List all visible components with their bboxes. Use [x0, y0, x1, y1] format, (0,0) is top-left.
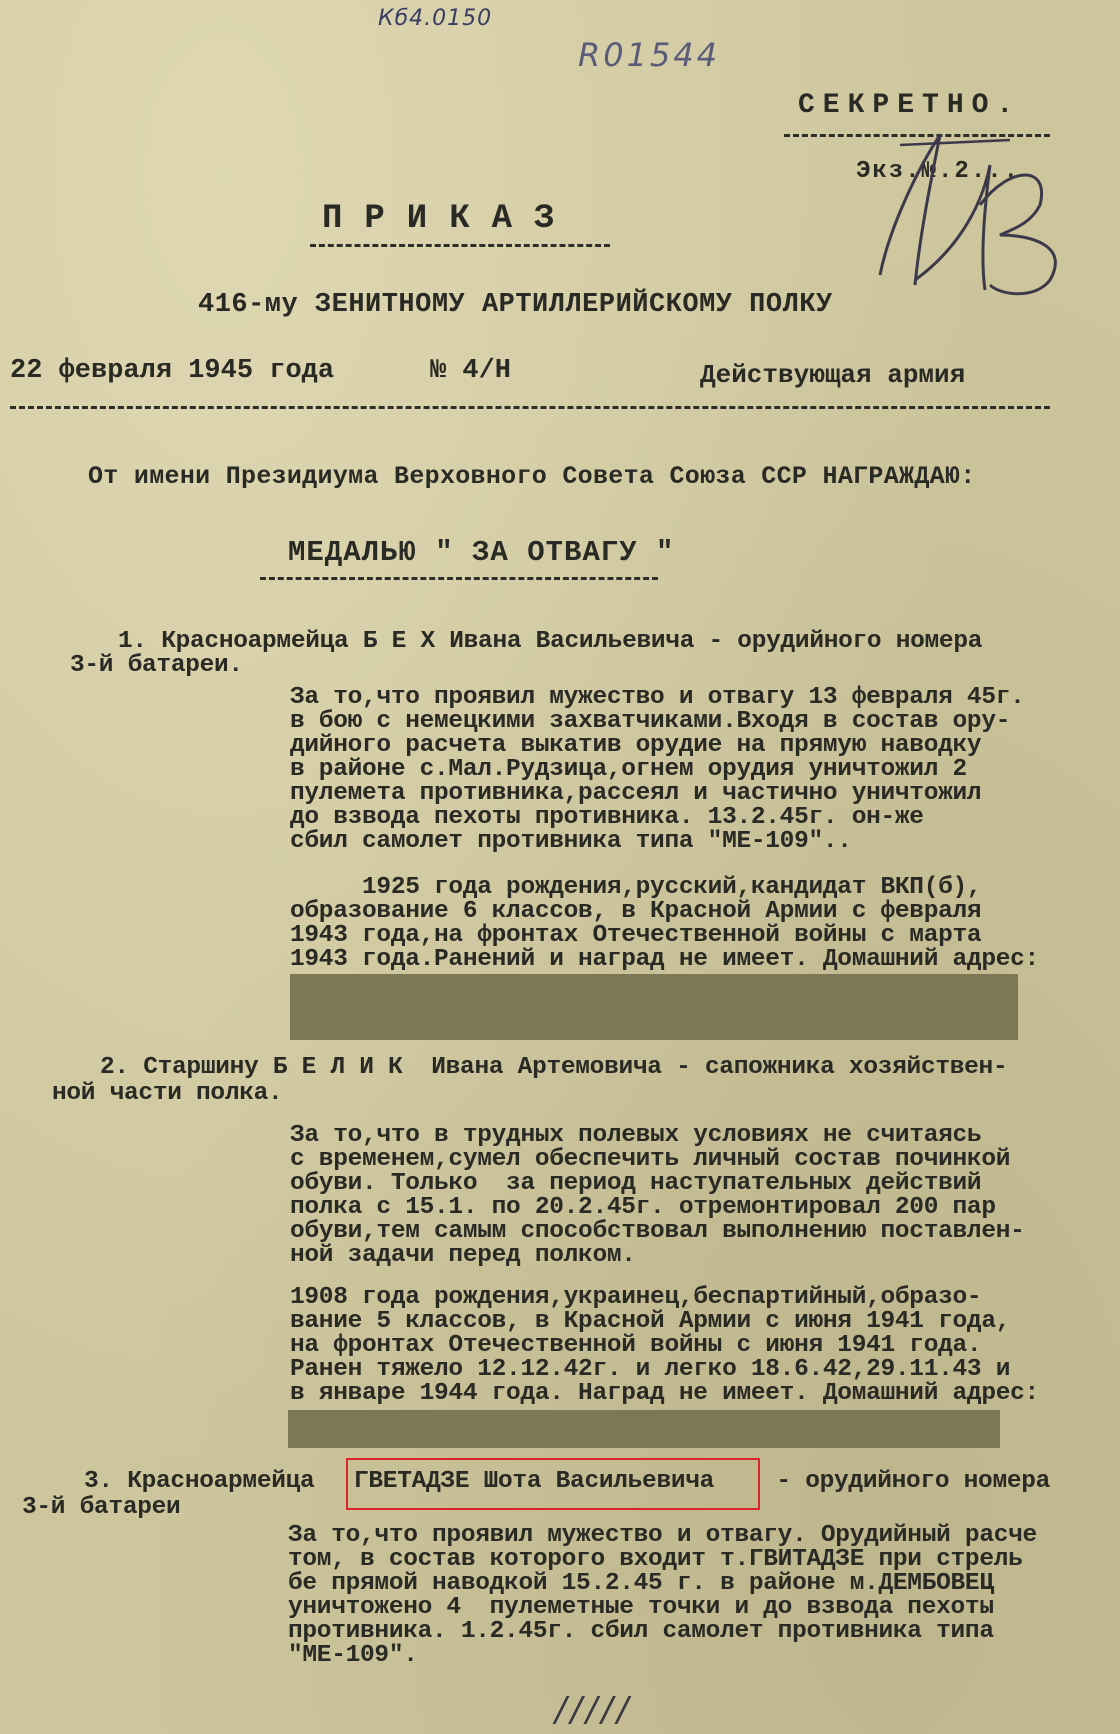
order-location: Действующая армия [700, 360, 966, 390]
redacted-address-1 [290, 974, 1018, 1040]
copy-number-label: Экз.№.2... [856, 158, 1021, 185]
entry-1-bio-2: образование 6 классов, в Красной Армии с февраля [290, 898, 982, 925]
entry-1-heading: 1. Красноармейца Б Е Х Ивана Васильевича - орудийного номера [118, 628, 983, 655]
entry-2-citation-3: обуви. Только за период наступательных действий [290, 1170, 982, 1197]
regiment-name: 416-му ЗЕНИТНОМУ АРТИЛЛЕРИЙСКОМУ ПОЛКУ [198, 290, 833, 320]
entry-3-citation-1: За то,что проявил мужество и отвагу. Орудийный расче [288, 1522, 1037, 1549]
entry-1-bio-4: 1943 года.Ранений и наград не имеет. Домашний адрес: [290, 946, 1039, 973]
entry-1-citation-7: сбил самолет противника типа "МЕ-109".. [290, 828, 852, 855]
handwritten-archive-note: Кб4.0150 [378, 6, 493, 31]
entry-1-citation-6: до взвода пехоты противника. 13.2.45г. он-же [290, 804, 924, 831]
entry-3-citation-5: противника. 1.2.45г. сбил самолет противника типа [288, 1618, 994, 1645]
entry-2-heading-cont: ной части полка. [52, 1080, 283, 1107]
handwritten-bottom-marks: ///// [555, 1690, 633, 1730]
entry-3-citation-6: "МЕ-109". [288, 1642, 418, 1669]
entry-3-citation-4: уничтожено 4 пулеметные точки и до взвода пехоты [288, 1594, 994, 1621]
entry-2-citation-6: ной задачи перед полком. [290, 1242, 636, 1269]
entry-2-bio-1: 1908 года рождения,украинец,беспартийный,образо- [290, 1284, 982, 1311]
medal-title: МЕДАЛЬЮ " ЗА ОТВАГУ " [288, 536, 675, 569]
order-number: № 4/Н [430, 356, 512, 386]
handwritten-signature-icon [860, 105, 1090, 305]
entry-3-heading-cont: 3-й батареи [22, 1494, 181, 1521]
entry-2-bio-5: в январе 1944 года. Наград не имеет. Домашний адрес: [290, 1380, 1039, 1407]
entry-2-heading: 2. Старшину Б Е Л И К Ивана Артемовича - сапожника хозяйствен- [100, 1054, 1008, 1081]
name-highlight-box [346, 1458, 760, 1510]
entry-1-citation-2: в бою с немецкими захватчиками.Входя в состав ору- [290, 708, 1011, 735]
entry-2-citation-2: с временем,сумел обеспечить личный состав починкой [290, 1146, 1011, 1173]
order-date: 22 февраля 1945 года [10, 356, 335, 386]
entry-2-bio-2: вание 5 классов, в Красной Армии с июня 1941 года, [290, 1308, 1011, 1335]
entry-1-citation-4: в районе с.Мал.Рудзица,огнем орудия уничтожил 2 [290, 756, 967, 783]
header-divider [10, 406, 1050, 409]
entry-3-citation-2: том, в состав которого входит т.ГВИТАДЗЕ при стрель [288, 1546, 1023, 1573]
entry-1-heading-cont: 3-й батареи. [70, 652, 243, 679]
entry-2-citation-1: За то,что в трудных полевых условиях не считаясь [290, 1122, 982, 1149]
page-title: ПРИКАЗ [322, 200, 577, 238]
award-intro: От имени Президиума Верховного Совета Союза ССР НАГРАЖДАЮ: [88, 462, 976, 491]
entry-1-citation-3: дийного расчета выкатив орудие на прямую наводку [290, 732, 982, 759]
entry-3-heading-prefix: 3. Красноармейца [84, 1468, 329, 1495]
handwritten-stamp-number: R01544 [578, 36, 721, 74]
entry-1-bio-3: 1943 года,на фронтах Отечественной войны с марта [290, 922, 982, 949]
entry-1-bio-1: 1925 года рождения,русский,кандидат ВКП(б), [290, 874, 982, 901]
entry-2-citation-4: полка с 15.1. по 20.2.45г. отремонтировал 200 пар [290, 1194, 996, 1221]
entry-2-bio-3: на фронтах Отечественной войны с июня 1941 года. [290, 1332, 982, 1359]
entry-3-citation-3: бе прямой наводкой 15.2.45 г. в районе м.ДЕМБОВЕЦ [288, 1570, 994, 1597]
title-underline [310, 244, 610, 247]
entry-1-citation-5: пулемета противника,рассеял и частично уничтожил [290, 780, 982, 807]
entry-2-citation-5: обуви,тем самым способствовал выполнению поставлен- [290, 1218, 1025, 1245]
secret-label: СЕКРЕТНО. [798, 90, 1022, 121]
entry-3-heading-name: ГВЕТАДЗЕ Шота Васильевича [354, 1468, 715, 1495]
entry-1-citation-1: За то,что проявил мужество и отвагу 13 февраля 45г. [290, 684, 1025, 711]
entry-2-bio-4: Ранен тяжело 12.12.42г. и легко 18.6.42,29.11.43 и [290, 1356, 1011, 1383]
medal-underline [260, 577, 658, 580]
entry-3-heading-suffix: - орудийного номера [762, 1468, 1051, 1495]
redacted-address-2 [288, 1410, 1000, 1448]
